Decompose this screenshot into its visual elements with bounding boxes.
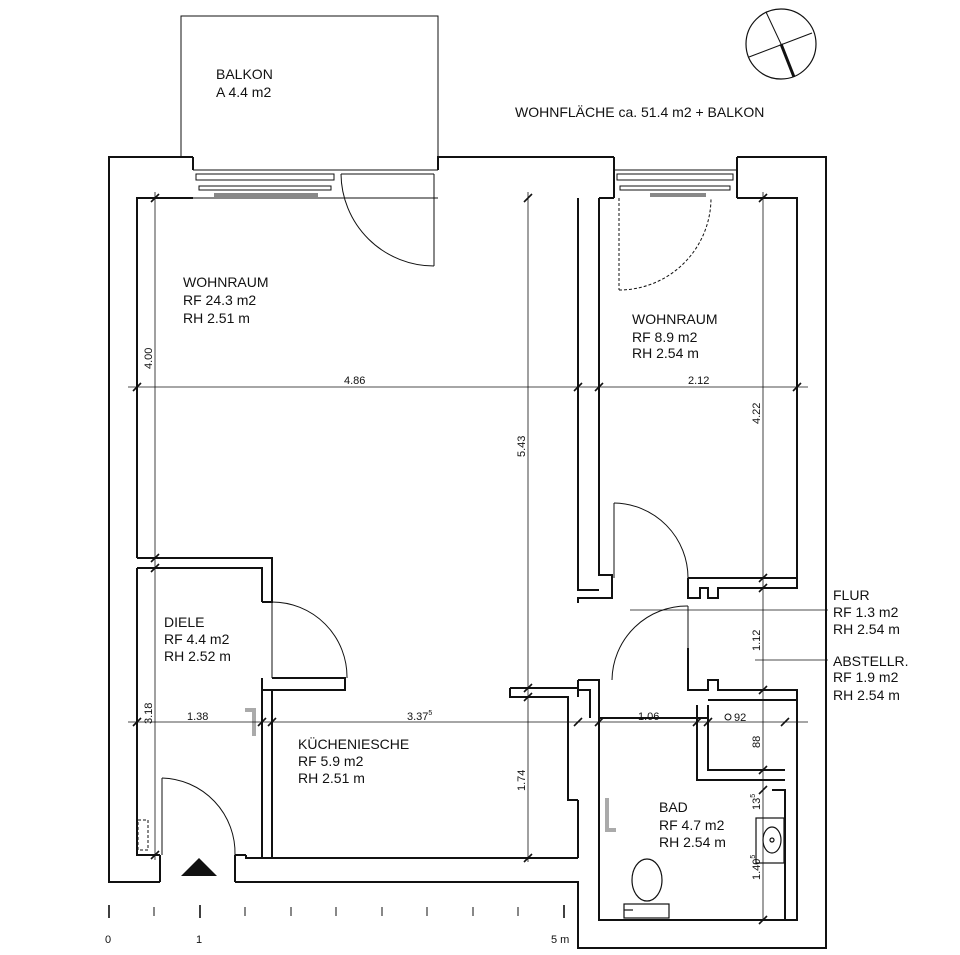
scale-label-5m: 5 m xyxy=(551,934,570,946)
flur-area: RF 1.3 m2 xyxy=(833,604,899,620)
scale-label-0: 0 xyxy=(105,934,112,946)
dim-13: $13^5$ xyxy=(750,793,763,810)
column-marker xyxy=(725,714,731,720)
dim-3-37: 3.37$^5$ xyxy=(407,710,433,723)
dim-92: 92 xyxy=(734,712,747,724)
door-diele xyxy=(272,602,347,678)
kuechenische-height: RH 2.51 m xyxy=(298,770,365,786)
living-area-summary: WOHNFLÄCHE ca. 51.4 m2 + BALKON xyxy=(515,104,765,120)
abstellr-name: ABSTELLR. xyxy=(833,653,909,669)
bad-height: RH 2.54 m xyxy=(659,834,726,850)
dim-5-43: 5.43 xyxy=(516,435,528,457)
entrance-arrow-icon xyxy=(181,858,217,876)
closet-marks xyxy=(138,820,148,850)
dim-1-38: 1.38 xyxy=(187,711,209,723)
abstellr-area: RF 1.9 m2 xyxy=(833,669,899,685)
dim-1-12: 1.12 xyxy=(751,629,763,651)
wohnraum-main-area: RF 24.3 m2 xyxy=(183,292,257,308)
dim-1-74: 1.74 xyxy=(516,769,528,791)
diele-name: DIELE xyxy=(164,614,205,630)
washbasin-icon xyxy=(756,818,784,863)
door-entrance xyxy=(162,778,235,855)
diele-height: RH 2.52 m xyxy=(164,648,231,664)
dim-3-18: 3.18 xyxy=(143,702,155,724)
window-small-room xyxy=(614,170,737,290)
flur-height: RH 2.54 m xyxy=(833,621,900,637)
balkon-name: BALKON xyxy=(216,66,273,82)
door-bath xyxy=(612,606,688,682)
compass-north-arrow xyxy=(746,9,816,79)
kuechenische-area: RF 5.9 m2 xyxy=(298,753,364,769)
wohnraum-small-height: RH 2.54 m xyxy=(632,345,699,361)
scale-label-1: 1 xyxy=(196,934,203,946)
dim-2-12: 2.12 xyxy=(688,375,710,387)
balcony-door xyxy=(338,170,438,266)
dim-1-06: 1.06 xyxy=(638,711,660,723)
wohnraum-main-name: WOHNRAUM xyxy=(183,274,269,290)
wohnraum-small-area: RF 8.9 m2 xyxy=(632,329,698,345)
dim-4-86: 4.86 xyxy=(344,375,366,387)
diele-area: RF 4.4 m2 xyxy=(164,631,230,647)
toilet-icon xyxy=(624,859,669,918)
window-main xyxy=(193,170,338,198)
kuechenische-name: KÜCHENIESCHE xyxy=(298,736,410,752)
balkon-area: A 4.4 m2 xyxy=(216,84,272,100)
abstellr-height: RH 2.54 m xyxy=(833,687,900,703)
dim-4-00: 4.00 xyxy=(143,347,155,369)
dim-88: 88 xyxy=(751,735,763,748)
dim-4-22: 4.22 xyxy=(751,402,763,424)
dim-1-40: 1.40$^5$ xyxy=(750,854,763,880)
bad-area: RF 4.7 m2 xyxy=(659,817,725,833)
scale-bar xyxy=(109,905,564,918)
bad-name: BAD xyxy=(659,799,688,815)
flur-name: FLUR xyxy=(833,587,870,603)
door-small-room xyxy=(614,503,688,578)
wohnraum-main-height: RH 2.51 m xyxy=(183,310,250,326)
wohnraum-small-name: WOHNRAUM xyxy=(632,311,718,327)
